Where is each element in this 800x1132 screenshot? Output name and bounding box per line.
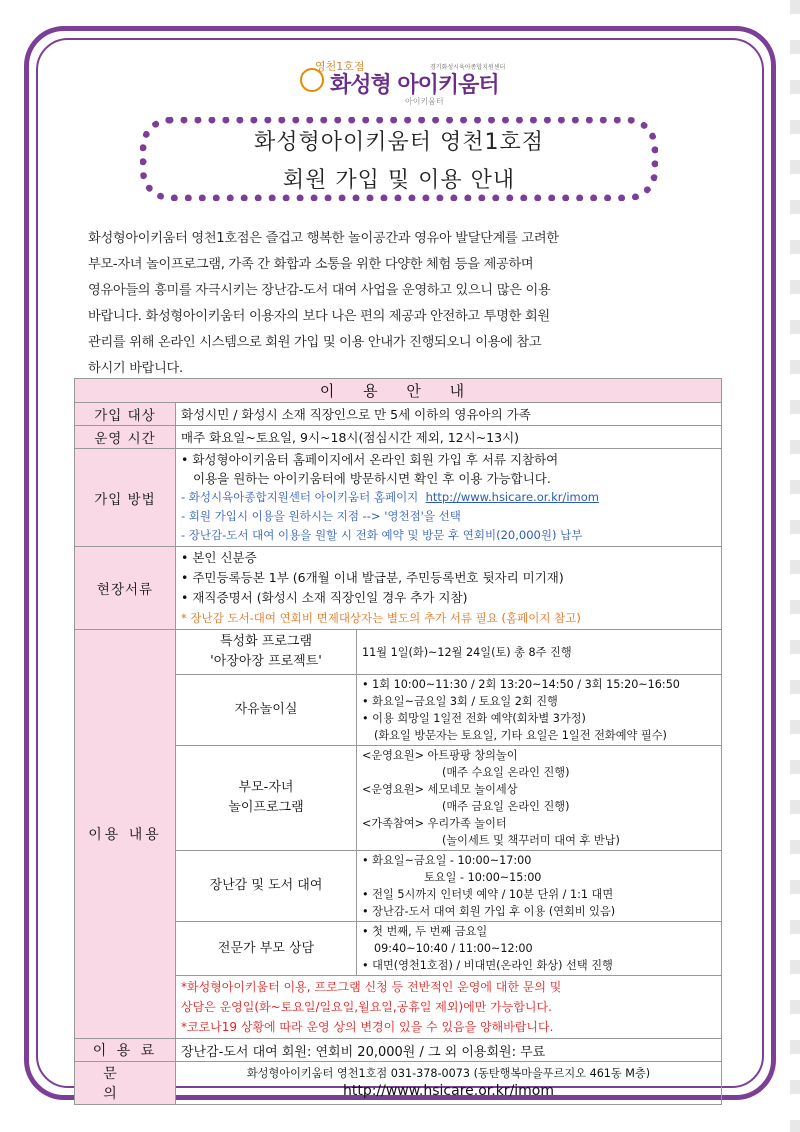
free-play-line: • 이용 희망일 1일전 전화 예약(회차별 3가정)	[362, 712, 586, 725]
usage-notice	[176, 976, 722, 1039]
consult-line: • 첫 번째, 두 번째 금요일	[362, 925, 488, 938]
parent-child-label	[176, 746, 357, 851]
free-play-line: • 1회 10:00~11:30 / 2회 13:20~14:50 / 3회 15:20~16:50	[362, 678, 680, 691]
join-target-value: 화성시민 / 화성시 소재 직장인으로 만 5세 이하의 영유아의 가족	[176, 403, 722, 426]
homepage-text: - 화성시육아종합지원센터 아이키움터 홈페이지	[181, 490, 419, 504]
contact-cell	[176, 1062, 722, 1105]
notice-line: *화성형아이키움터 이용, 프로그램 신청 등 전반적인 운영에 대한 문의 및	[181, 980, 562, 994]
documents-note: * 장난감 도서-대여 연회비 면제대상자는 별도의 추가 서류 필요 (홈페이지 참고)	[181, 611, 581, 625]
parent-child-label2: 놀이프로그램	[228, 800, 304, 815]
usage-info-table	[74, 378, 722, 1105]
contact-url[interactable]: http://www.hsicare.or.kr/imom	[342, 1083, 555, 1099]
intro-line: 부모-자녀 놀이프로그램, 가족 간 화합과 소통을 위한 다양한 체험 등을 제공하며	[88, 257, 534, 272]
special-program-label	[176, 630, 357, 675]
rental-line: • 화요일~금요일 - 10:00~17:00	[362, 854, 532, 867]
intro-line: 영유아들의 흥미를 자극시키는 장난감-도서 대여 사업을 운영하고 있으니 많은 이용	[88, 283, 551, 298]
intro-text	[88, 226, 718, 382]
parent-child-line: <운영요원> 세모네모 놀이세상	[362, 783, 518, 796]
free-play-label: 자유놀이실	[176, 675, 357, 746]
contact-line: 화성형아이키움터 영천1호점 031-378-0073 (동탄행복마을푸르지오 461동 M층)	[246, 1067, 651, 1080]
rental-label: 장난감 및 도서 대여	[176, 851, 357, 922]
title-box	[140, 117, 658, 201]
parent-child-line: (매주 수요일 온라인 진행)	[442, 766, 570, 779]
intro-line: 화성형아이키움터 영천1호점은 즐겁고 행복한 놀이공간과 영유아 발달단계를 고려한	[88, 231, 559, 246]
fee-value: 장난감-도서 대여 회원: 연회비 20,000원 / 그 외 이용회원: 무료	[176, 1039, 722, 1062]
consult-line: 09:40~10:40 / 11:00~12:00	[374, 942, 533, 955]
intro-line: 관리를 위해 온라인 시스템으로 회원 가입 및 이용 안내가 진행되오니 이용에 참고	[88, 335, 542, 350]
free-play-cell	[357, 675, 722, 746]
title-line2: 회원 가입 및 이용 안내	[282, 168, 516, 193]
parent-child-line: <운영요원> 아트팡팡 창의놀이	[362, 749, 518, 762]
rental-cell	[357, 851, 722, 922]
intro-line: 바랍니다. 화성형아이키움터 이용자의 보다 나은 편의 제공과 안전하고 투명한 회원	[88, 309, 550, 324]
special-program-label1: 특성화 프로그램	[219, 634, 313, 649]
special-program-label2: '아장아장 프로젝트'	[210, 654, 322, 669]
logo-sub: 아이키움터	[405, 97, 444, 106]
join-method-line: • 화성형아이키움터 홈페이지에서 온라인 회원 가입 후 서류 지참하여	[181, 452, 559, 467]
parent-child-line: (놀이세트 및 책꾸러미 대여 후 반납)	[442, 834, 620, 847]
documents-label: 현장서류	[75, 547, 176, 630]
logo-branch: 영천1호점	[315, 60, 365, 73]
parent-child-label1: 부모-자녀	[238, 780, 294, 795]
join-target-label: 가입 대상	[75, 403, 176, 426]
table-header: 이 용 안 내	[75, 379, 722, 403]
document-item: • 주민등록등본 1부 (6개월 이내 발급분, 주민등록번호 뒷자리 미기재)	[181, 570, 564, 585]
documents-cell	[176, 547, 722, 630]
usage-label: 이용 내용	[75, 630, 176, 1039]
logo-name: 화성형 아이키움터	[330, 73, 499, 98]
rental-line: • 장난감-도서 대여 회원 가입 후 이용 (연회비 있음)	[362, 905, 616, 918]
free-play-line: (화요일 방문자는 토요일, 기타 요일은 1일전 전화예약 필수)	[374, 729, 667, 742]
parent-child-cell	[357, 746, 722, 851]
consult-cell	[357, 922, 722, 976]
logo-tiny-text: 경기화성시육아종합지원센터	[430, 64, 506, 71]
intro-line: 하시기 바랍니다.	[88, 361, 183, 376]
title-line1: 화성형아이키움터 영천1호점	[253, 130, 544, 155]
consult-line: • 대면(영천1호점) / 비대면(온라인 화상) 선택 진행	[362, 959, 613, 972]
rental-fee-note: - 장난감-도서 대여 이용을 원할 시 전화 예약 및 방문 후 연회비(20,000원) 납부	[181, 528, 583, 542]
join-method-line: 이용을 원하는 아이키움터에 방문하시면 확인 후 이용 가능합니다.	[193, 471, 551, 486]
free-play-line: • 화요일~금요일 3회 / 토요일 2회 진행	[362, 695, 558, 708]
document-item: • 본인 신분증	[181, 550, 257, 565]
homepage-link[interactable]: http://www.hsicare.or.kr/imom	[425, 490, 599, 504]
page-edge-decoration	[790, 0, 800, 1132]
special-program-value: 11월 1일(화)~12월 24일(토) 총 8주 진행	[357, 630, 722, 675]
hours-label: 운영 시간	[75, 426, 176, 449]
fee-label: 이 용 료	[75, 1039, 176, 1062]
parent-child-line: <가족참여> 우리가족 놀이터	[362, 817, 507, 830]
join-method-cell	[176, 449, 722, 547]
consult-label: 전문가 부모 상담	[176, 922, 357, 976]
hours-value: 매주 화요일~토요일, 9시~18시(점심시간 제외, 12시~13시)	[176, 426, 722, 449]
notice-line: *코로나19 상황에 따라 운영 상의 변경이 있을 수 있음을 양해바랍니다.	[181, 1020, 554, 1034]
document-item: • 재직증명서 (화성시 소재 직장인일 경우 추가 지참)	[181, 590, 468, 605]
join-method-label: 가입 방법	[75, 449, 176, 547]
notice-line: 상담은 운영일(화~토요일/일요일,월요일,공휴일 제외)에만 가능합니다.	[181, 1000, 552, 1014]
rental-line: 토요일 - 10:00~15:00	[424, 871, 542, 884]
smile-face-icon	[300, 68, 324, 92]
contact-label: 문 의	[75, 1062, 176, 1105]
branch-select-note: - 회원 가입시 이용을 원하시는 지점 --> '영천점'을 선택	[181, 509, 461, 523]
parent-child-line: (매주 금요일 온라인 진행)	[442, 800, 570, 813]
rental-line: • 전일 5시까지 인터넷 예약 / 10분 단위 / 1:1 대면	[362, 888, 614, 901]
